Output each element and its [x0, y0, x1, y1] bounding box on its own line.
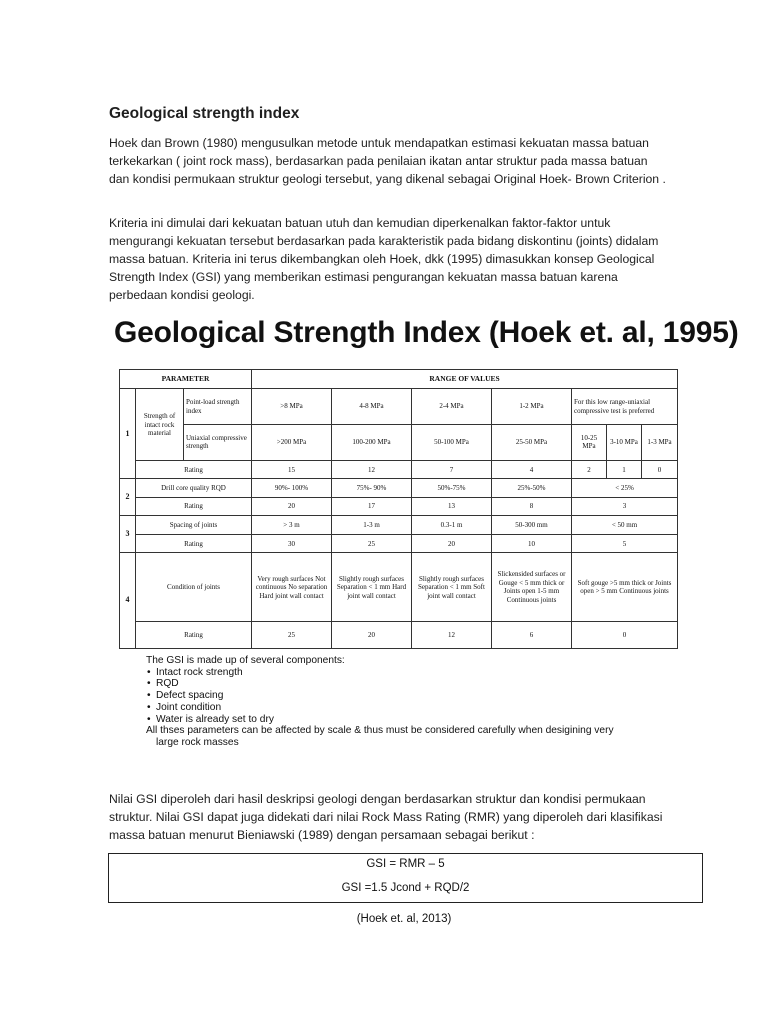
rating-value: 25	[332, 535, 412, 553]
pointload-value: 2-4 MPa	[412, 389, 492, 424]
notes-item: • Joint condition	[156, 702, 614, 714]
ucs-value: 25-50 MPa	[492, 424, 572, 460]
paragraph-1: Hoek dan Brown (1980) mengusulkan metode untuk mendapatkan estimasi kekuatan massa batuan terkekarkan ( joint rock mass), berdasarkan pada penilaian ikatan antar struktur pada massa batuan dan kondisi permukaan struktur geologi tersebut, yang dikenal sebagai Original Hoek- Brown Criterion .	[109, 136, 666, 186]
parameter-header: PARAMETER	[120, 370, 252, 389]
gsi-table	[119, 369, 678, 649]
spacing-value: 0.3-1 m	[412, 515, 492, 534]
ucs-value: 50-100 MPa	[412, 424, 492, 460]
condition-value: Very rough surfaces Not continuous No separation Hard joint wall contact	[252, 553, 332, 622]
notes-list	[146, 667, 614, 726]
paragraph-2: Kriteria ini dimulai dari kekuatan batuan utuh dan kemudian diperkenalkan faktor-faktor untuk mengurangi kekuatan tersebut berdasarkan pada karakteristik pada bidang diskontinu (joints) didalam massa batuan. Kriteria ini terus dikembangkan oleh Hoek, dkk (1995) dimasukkan konsep Geological Strength Index (GSI) yang memberikan estimasi pengurangan kekuatan massa batuan karena perbedaan kondisi geologi.	[109, 216, 659, 302]
pointload-label: Point-load strength index	[184, 389, 252, 424]
rating-value: 17	[332, 497, 412, 515]
ucs-value: 1-3 MPa	[642, 424, 678, 460]
rating-value: 3	[572, 497, 678, 515]
pointload-value: 1-2 MPa	[492, 389, 572, 424]
rating-value: 15	[252, 461, 332, 479]
rating-value: 25	[252, 622, 332, 649]
section-heading: Geological strength index	[109, 105, 300, 122]
rating-value: 20	[252, 497, 332, 515]
rating-value: 13	[412, 497, 492, 515]
ucs-value: >200 MPa	[252, 424, 332, 460]
rating-value: 10	[492, 535, 572, 553]
citation: (Hoek et. al, 2013)	[356, 913, 452, 925]
notes-footer-continued: large rock masses	[156, 736, 239, 748]
spacing-value: 1-3 m	[332, 515, 412, 534]
notes-footer: All thses parameters can be affected by scale & thus must be considered carefully when desigining very	[146, 725, 614, 737]
rating-value: 0	[642, 461, 678, 479]
condition-value: Slickensided surfaces or Gouge < 5 mm thick or Joints open 1-5 mm Continuous joints	[492, 553, 572, 622]
rating-value: 4	[492, 461, 572, 479]
rating-value: 0	[572, 622, 678, 649]
rqd-value: 90%- 100%	[252, 479, 332, 497]
notes-item: • Defect spacing	[156, 690, 614, 702]
row-number-4: 4	[120, 553, 136, 649]
notes-intro: The GSI is made up of several components:	[146, 655, 345, 666]
gsi-notes	[146, 655, 614, 749]
paragraph-3: Nilai GSI diperoleh dari hasil deskripsi geologi dengan berdasarkan struktur dan kondisi permukaan struktur. Nilai GSI dapat juga didekati dari nilai Rock Mass Rating (RMR) yang diperoleh dari klasifikasi massa batuan menurut Bieniawski (1989) dengan persamaan sebagai berikut :	[109, 792, 663, 842]
rating-label: Rating	[136, 622, 252, 649]
rating-label: Rating	[136, 535, 252, 553]
rating-value: 2	[572, 461, 607, 479]
rating-value: 30	[252, 535, 332, 553]
formula-2: GSI =1.5 Jcond + RQD/2	[341, 882, 470, 894]
rqd-value: 25%-50%	[492, 479, 572, 497]
pointload-value: 4-8 MPa	[332, 389, 412, 424]
rqd-label: Drill core quality RQD	[136, 479, 252, 497]
rqd-value: < 25%	[572, 479, 678, 497]
pointload-value: >8 MPa	[252, 389, 332, 424]
row-number-1: 1	[120, 389, 136, 479]
rating-value: 1	[607, 461, 642, 479]
ucs-value: 3-10 MPa	[607, 424, 642, 460]
strength-label: Strength of intact rock material	[136, 389, 184, 461]
rating-label: Rating	[136, 497, 252, 515]
spacing-label: Spacing of joints	[136, 515, 252, 534]
rating-value: 7	[412, 461, 492, 479]
notes-item: • RQD	[156, 678, 614, 690]
ucs-value: 10-25 MPa	[572, 424, 607, 460]
rating-label: Rating	[136, 461, 252, 479]
row-number-2: 2	[120, 479, 136, 515]
notes-item: • Water is already set to dry	[156, 714, 614, 726]
rating-value: 12	[412, 622, 492, 649]
spacing-value: 50-300 mm	[492, 515, 572, 534]
row-number-3: 3	[120, 515, 136, 553]
spacing-value: < 50 mm	[572, 515, 678, 534]
rating-value: 6	[492, 622, 572, 649]
ucs-label: Uniaxial compressive strength	[184, 424, 252, 460]
rqd-value: 75%- 90%	[332, 479, 412, 497]
rating-value: 5	[572, 535, 678, 553]
formula-box	[108, 853, 703, 903]
rqd-value: 50%-75%	[412, 479, 492, 497]
ucs-value: 100-200 MPa	[332, 424, 412, 460]
figure-title: Geological Strength Index (Hoek et. al, 1995)	[114, 316, 739, 349]
range-header: RANGE OF VALUES	[252, 370, 678, 389]
rating-value: 8	[492, 497, 572, 515]
rating-value: 20	[412, 535, 492, 553]
rating-value: 20	[332, 622, 412, 649]
low-range-note: For this low range-uniaxial compressive test is preferred	[572, 389, 678, 424]
condition-value: Soft gouge >5 mm thick or Joints open > 5 mm Continuous joints	[572, 553, 678, 622]
formula-1: GSI = RMR – 5	[366, 858, 445, 870]
condition-value: Slightly rough surfaces Separation < 1 mm Hard joint wall contact	[332, 553, 412, 622]
spacing-value: > 3 m	[252, 515, 332, 534]
notes-item: • Intact rock strength	[156, 667, 614, 679]
condition-label: Condition of joints	[136, 553, 252, 622]
condition-value: Slightly rough surfaces Separation < 1 mm Soft joint wall contact	[412, 553, 492, 622]
rating-value: 12	[332, 461, 412, 479]
